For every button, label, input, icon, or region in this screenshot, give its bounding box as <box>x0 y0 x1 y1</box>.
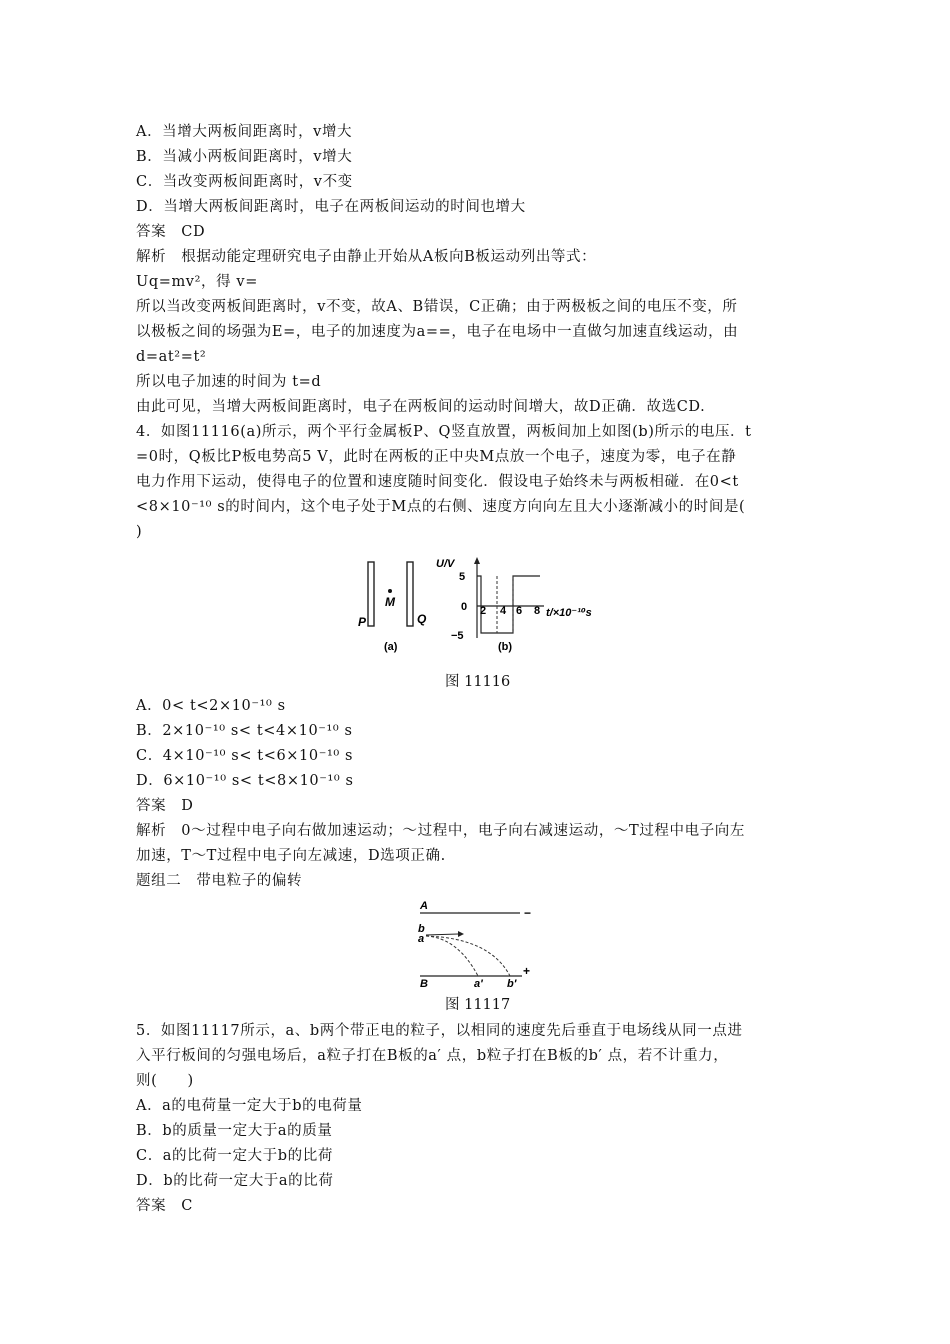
point-b-prime-label: b′ <box>507 978 517 990</box>
q5-option-d: D．b的比荷一定大于a的比荷 <box>136 1173 334 1189</box>
particle-b-label: b <box>418 923 425 935</box>
tick-5: 5 <box>459 571 466 583</box>
label-q: Q <box>417 612 427 626</box>
q4-option-b: B．2×10⁻¹⁰ s< t<4×10⁻¹⁰ s <box>136 723 353 739</box>
xtick-4: 4 <box>500 605 507 617</box>
q5-option-a: A．a的电荷量一定大于b的电荷量 <box>136 1098 363 1114</box>
xtick-2: 2 <box>480 605 487 617</box>
minus-sign: − <box>524 906 532 920</box>
q4-stem-line-1: 4．如图11116(a)所示，两个平行金属板P、Q竖直放置，两板间加上如图(b)所示的电压．t <box>136 424 752 440</box>
plus-sign: + <box>523 964 531 978</box>
u-axis-arrow <box>474 557 480 564</box>
q4-option-d: D．6×10⁻¹⁰ s< t<8×10⁻¹⁰ s <box>136 773 354 789</box>
q4-answer: 答案 D <box>136 798 194 814</box>
velocity-arrowhead <box>458 931 464 937</box>
trajectory-b <box>426 936 510 976</box>
q5-answer: 答案 C <box>136 1198 193 1214</box>
q3-analysis-line-4: 以极板之间的场强为E=，电子的加速度为a==，电子在电场中一直做匀加速直线运动，由 <box>136 324 739 340</box>
tick-neg5: −5 <box>451 630 464 642</box>
q3-analysis-line-5: d=at²=t² <box>136 349 207 365</box>
q4-option-c: C．4×10⁻¹⁰ s< t<6×10⁻¹⁰ s <box>136 748 354 764</box>
q4-option-a: A．0< t<2×10⁻¹⁰ s <box>136 698 286 714</box>
q3-analysis-line-7: 由此可见，当增大两板间距离时，电子在两板间的运动时间增大，故D正确．故选CD. <box>136 399 706 415</box>
q4-stem-line-3: 电力作用下运动，使得电子的位置和速度随时间变化．假设电子始终未与两板相碰．在0<t <box>136 474 739 490</box>
q4-analysis-line-1: 解析 0～过程中电子向右做加速运动；～过程中，电子向右减速运动，～T过程中电子向左 <box>136 823 745 839</box>
plate-b-label: B <box>420 978 428 990</box>
velocity-arrow <box>426 934 458 935</box>
label-a: (a) <box>384 641 398 653</box>
q3-option-a: A．当增大两板间距离时，v增大 <box>136 124 353 140</box>
figure-11117 <box>410 896 550 992</box>
point-m-dot <box>388 589 392 593</box>
label-p: P <box>358 615 367 629</box>
q4-stem-line-4: <8×10⁻¹⁰ s的时间内，这个电子处于M点的右侧、速度方向向左且大小逐渐减小的时间是( <box>136 499 746 515</box>
figure-11117-caption: 图 11117 <box>445 997 511 1013</box>
q4-analysis-line-2: 加速，T～T过程中电子向左减速，D选项正确. <box>136 848 446 864</box>
plate-q <box>407 562 413 626</box>
particle-a-label: a <box>418 933 425 945</box>
q3-option-c: C．当改变两板间距离时，v不变 <box>136 174 353 190</box>
q3-option-d: D．当增大两板间距离时，电子在两板间运动的时间也增大 <box>136 199 526 215</box>
figure-11116-caption: 图 11116 <box>445 674 511 690</box>
u-axis-label: U/V <box>436 558 455 570</box>
label-b: (b) <box>498 641 513 653</box>
xtick-6: 6 <box>516 605 523 617</box>
figure-11116 <box>350 548 610 658</box>
point-a-prime-label: a′ <box>474 978 483 990</box>
plate-p <box>368 562 374 626</box>
q3-analysis-line-3: 所以当改变两板间距离时，v不变，故A、B错误，C正确；由于两极板之间的电压不变，所 <box>136 299 738 315</box>
xtick-8: 8 <box>534 605 541 617</box>
t-axis-label: t/×10⁻¹⁰s <box>546 607 592 619</box>
q5-option-c: C．a的比荷一定大于b的比荷 <box>136 1148 333 1164</box>
q5-stem-line-2: 入平行板间的匀强电场后，a粒子打在B板的a′ 点，b粒子打在B板的b′ 点，若不计重力， <box>136 1048 729 1064</box>
voltage-waveform <box>477 576 540 633</box>
q3-answer: 答案 CD <box>136 224 206 240</box>
q5-stem-line-3: 则( ) <box>136 1073 194 1089</box>
section-heading: 题组二 带电粒子的偏转 <box>136 873 303 889</box>
q4-stem-line-2: =0时，Q板比P板电势高5 V，此时在两板的正中央M点放一个电子，速度为零，电子在静 <box>136 449 737 465</box>
q3-option-b: B．当减小两板间距离时，v增大 <box>136 149 353 165</box>
q3-analysis-line-6: 所以电子加速的时间为 t=d <box>136 374 322 390</box>
trajectory-a <box>426 936 478 976</box>
q4-stem-line-5: ) <box>136 524 143 540</box>
label-m: M <box>385 595 395 609</box>
q5-option-b: B．b的质量一定大于a的质量 <box>136 1123 333 1139</box>
plate-a-label: A <box>420 900 428 912</box>
q5-stem-line-1: 5．如图11117所示，a、b两个带正电的粒子，以相同的速度先后垂直于电场线从同一点进 <box>136 1023 743 1039</box>
q3-analysis-line-2: Uq=mv²，得 v= <box>136 274 258 290</box>
q3-analysis-line-1: 解析 根据动能定理研究电子由静止开始从A板向B板运动列出等式： <box>136 249 597 265</box>
tick-0: 0 <box>461 601 468 613</box>
